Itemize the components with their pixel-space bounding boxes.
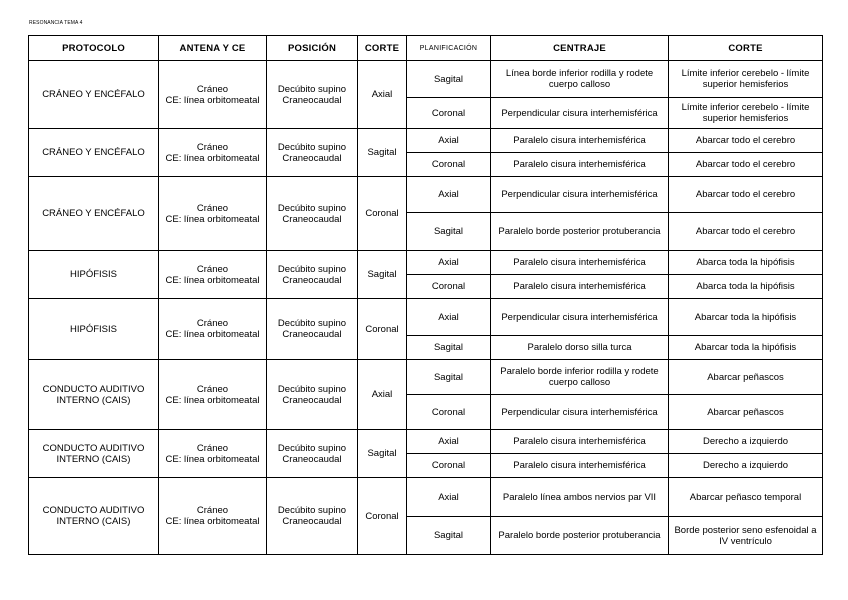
coverage-cell: Abarca toda la hipófisis (669, 251, 823, 275)
centering-cell: Paralelo borde posterior protuberancia (491, 213, 669, 251)
position-cell: Decúbito supino Craneocaudal (267, 299, 358, 360)
header-centraje: CENTRAJE (491, 36, 669, 61)
planning-cell: Coronal (407, 275, 491, 299)
planning-cell: Coronal (407, 395, 491, 430)
centering-cell: Paralelo cisura interhemisférica (491, 153, 669, 177)
planning-cell: Coronal (407, 153, 491, 177)
centering-cell: Paralelo cisura interhemisférica (491, 251, 669, 275)
cut-cell: Axial (358, 61, 407, 129)
position-cell: Decúbito supino Craneocaudal (267, 360, 358, 430)
centering-cell: Línea borde inferior rodilla y rodete cuerpo calloso (491, 61, 669, 98)
coverage-cell: Abarcar todo el cerebro (669, 129, 823, 153)
coverage-cell: Derecho a izquierdo (669, 454, 823, 478)
planning-cell: Axial (407, 129, 491, 153)
table-row (29, 61, 823, 98)
centering-cell: Perpendicular cisura interhemisférica (491, 98, 669, 129)
centering-cell: Perpendicular cisura interhemisférica (491, 177, 669, 213)
table-row (29, 478, 823, 517)
planning-cell: Coronal (407, 454, 491, 478)
planning-cell: Sagital (407, 213, 491, 251)
planning-cell: Sagital (407, 517, 491, 555)
protocol-cell: HIPÓFISIS (29, 299, 159, 360)
table-row (29, 251, 823, 275)
planning-cell: Sagital (407, 61, 491, 98)
centering-cell: Paralelo línea ambos nervios par VII (491, 478, 669, 517)
position-cell: Decúbito supino Craneocaudal (267, 478, 358, 555)
coverage-cell: Abarcar todo el cerebro (669, 213, 823, 251)
table-row (29, 360, 823, 395)
position-cell: Decúbito supino Craneocaudal (267, 251, 358, 299)
header-corte-coverage: CORTE (669, 36, 823, 61)
header-row (29, 36, 823, 61)
coverage-cell: Abarcar toda la hipófisis (669, 336, 823, 360)
coverage-cell: Límite inferior cerebelo - límite superior hemisferios (669, 98, 823, 129)
planning-cell: Sagital (407, 336, 491, 360)
position-cell: Decúbito supino Craneocaudal (267, 177, 358, 251)
antenna-cell: Cráneo CE: línea orbitomeatal (159, 61, 267, 129)
centering-cell: Paralelo cisura interhemisférica (491, 454, 669, 478)
centering-cell: Paralelo dorso silla turca (491, 336, 669, 360)
cut-cell: Coronal (358, 299, 407, 360)
position-cell: Decúbito supino Craneocaudal (267, 430, 358, 478)
coverage-cell: Abarcar todo el cerebro (669, 153, 823, 177)
protocol-cell: CRÁNEO Y ENCÉFALO (29, 61, 159, 129)
header-corte: CORTE (358, 36, 407, 61)
coverage-cell: Derecho a izquierdo (669, 430, 823, 454)
planning-cell: Axial (407, 430, 491, 454)
planning-cell: Axial (407, 478, 491, 517)
header-antena: ANTENA Y CE (159, 36, 267, 61)
cut-cell: Axial (358, 360, 407, 430)
cut-cell: Sagital (358, 129, 407, 177)
table-row (29, 177, 823, 213)
header-protocolo: PROTOCOLO (29, 36, 159, 61)
table-row (29, 129, 823, 153)
coverage-cell: Abarcar peñascos (669, 360, 823, 395)
centering-cell: Perpendicular cisura interhemisférica (491, 395, 669, 430)
table-row (29, 299, 823, 336)
cut-cell: Sagital (358, 430, 407, 478)
planning-cell: Axial (407, 299, 491, 336)
centering-cell: Paralelo cisura interhemisférica (491, 275, 669, 299)
table-body (29, 61, 823, 555)
coverage-cell: Abarca toda la hipófisis (669, 275, 823, 299)
antenna-cell: Cráneo CE: línea orbitomeatal (159, 360, 267, 430)
antenna-cell: Cráneo CE: línea orbitomeatal (159, 430, 267, 478)
planning-cell: Axial (407, 177, 491, 213)
protocol-cell: CONDUCTO AUDITIVO INTERNO (CAIS) (29, 430, 159, 478)
antenna-cell: Cráneo CE: línea orbitomeatal (159, 129, 267, 177)
antenna-cell: Cráneo CE: línea orbitomeatal (159, 251, 267, 299)
position-cell: Decúbito supino Craneocaudal (267, 129, 358, 177)
antenna-cell: Cráneo CE: línea orbitomeatal (159, 478, 267, 555)
cut-cell: Coronal (358, 478, 407, 555)
document-label: RESONANCIA TEMA 4 (29, 20, 83, 26)
protocol-cell: HIPÓFISIS (29, 251, 159, 299)
cut-cell: Coronal (358, 177, 407, 251)
protocol-table (28, 35, 823, 555)
coverage-cell: Borde posterior seno esfenoidal a IV ventrículo (669, 517, 823, 555)
centering-cell: Perpendicular cisura interhemisférica (491, 299, 669, 336)
protocol-cell: CRÁNEO Y ENCÉFALO (29, 177, 159, 251)
antenna-cell: Cráneo CE: línea orbitomeatal (159, 299, 267, 360)
coverage-cell: Abarcar toda la hipófisis (669, 299, 823, 336)
centering-cell: Paralelo cisura interhemisférica (491, 430, 669, 454)
coverage-cell: Abarcar todo el cerebro (669, 177, 823, 213)
centering-cell: Paralelo borde posterior protuberancia (491, 517, 669, 555)
coverage-cell: Abarcar peñascos (669, 395, 823, 430)
antenna-cell: Cráneo CE: línea orbitomeatal (159, 177, 267, 251)
cut-cell: Sagital (358, 251, 407, 299)
centering-cell: Paralelo cisura interhemisférica (491, 129, 669, 153)
planning-cell: Axial (407, 251, 491, 275)
planning-cell: Coronal (407, 98, 491, 129)
protocol-cell: CONDUCTO AUDITIVO INTERNO (CAIS) (29, 360, 159, 430)
header-posicion: POSICIÓN (267, 36, 358, 61)
protocol-cell: CRÁNEO Y ENCÉFALO (29, 129, 159, 177)
coverage-cell: Límite inferior cerebelo - límite superior hemisferios (669, 61, 823, 98)
coverage-cell: Abarcar peñasco temporal (669, 478, 823, 517)
table-row (29, 430, 823, 454)
position-cell: Decúbito supino Craneocaudal (267, 61, 358, 129)
centering-cell: Paralelo borde inferior rodilla y rodete cuerpo calloso (491, 360, 669, 395)
planning-cell: Sagital (407, 360, 491, 395)
protocol-cell: CONDUCTO AUDITIVO INTERNO (CAIS) (29, 478, 159, 555)
header-planificacion: PLANIFICACIÓN (407, 36, 491, 61)
